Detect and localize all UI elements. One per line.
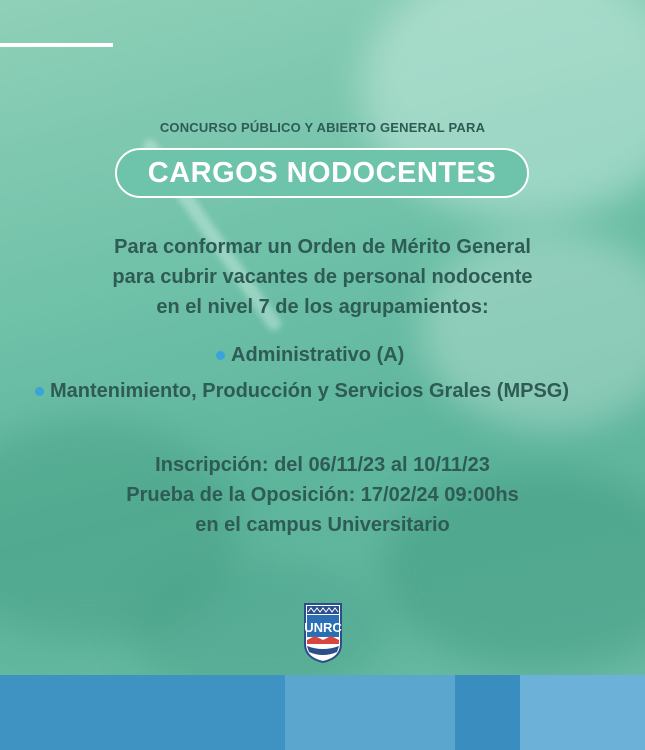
- schedule-line: Inscripción: del 06/11/23 al 10/11/23: [155, 454, 490, 476]
- schedule-line: Prueba de la Oposición: 17/02/24 09:00hs: [126, 484, 519, 506]
- accent-line: [0, 43, 113, 47]
- bullet-icon: [216, 351, 225, 360]
- group-label: Administrativo (A): [231, 344, 405, 366]
- footer-block: [285, 675, 455, 750]
- subtitle: CONCURSO PÚBLICO Y ABIERTO GENERAL PARA: [159, 120, 486, 135]
- footer-band: [0, 675, 645, 750]
- svg-text:UNRC: UNRC: [304, 620, 342, 635]
- group-label: Mantenimiento, Producción y Servicios Grales (MPSG): [50, 380, 570, 402]
- intro-line: para cubrir vacantes de personal nodocente: [112, 266, 533, 288]
- footer-block: [520, 675, 645, 750]
- unrc-logo: [303, 600, 343, 664]
- bullet-icon: [35, 387, 44, 396]
- title-badge: [115, 148, 529, 198]
- schedule-info: [0, 450, 645, 540]
- page-title: CARGOS NODOCENTES: [147, 156, 497, 189]
- intro-line: en el nivel 7 de los agrupamientos:: [156, 296, 489, 318]
- intro-line: Para conformar un Orden de Mérito General: [114, 236, 531, 258]
- list-item: [216, 344, 404, 367]
- footer-block: [455, 675, 520, 750]
- list-item: [35, 380, 569, 403]
- schedule-line: en el campus Universitario: [195, 514, 450, 536]
- footer-block: [0, 675, 285, 750]
- intro-text: [0, 232, 645, 322]
